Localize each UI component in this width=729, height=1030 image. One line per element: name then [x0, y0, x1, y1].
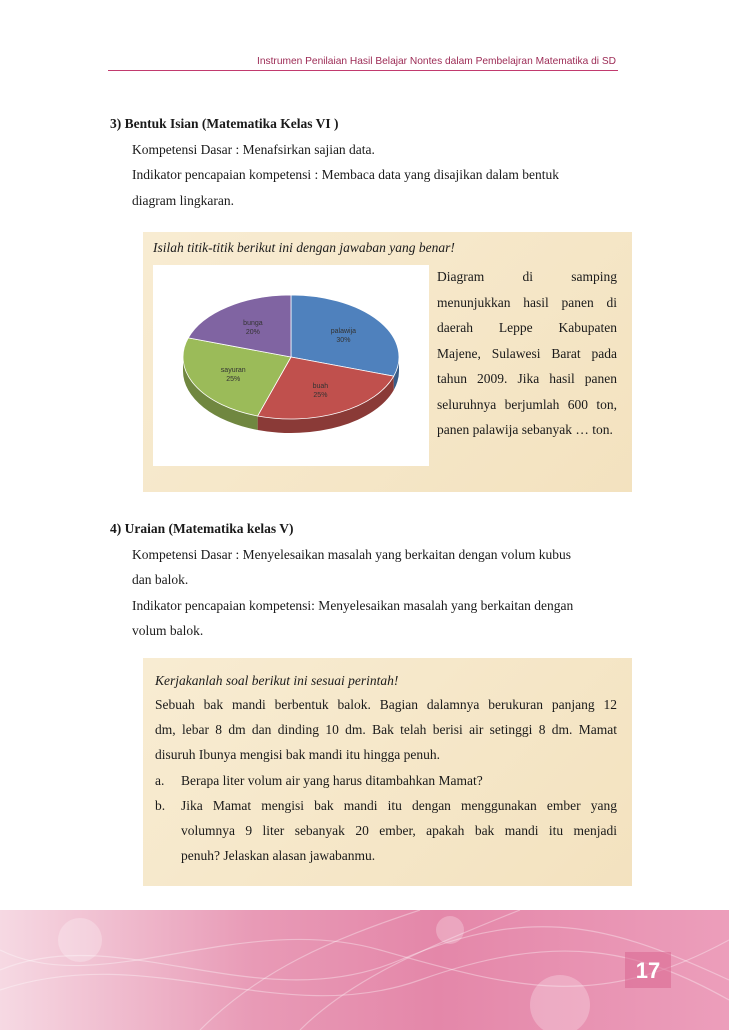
section-3-competency: Kompetensi Dasar : Menafsirkan sajian data. — [132, 142, 375, 157]
pie-value-bunga: 20% — [245, 328, 260, 336]
pie-chart-frame — [153, 265, 429, 466]
section-4-indicator-line-1: Indikator pencapaian kompetensi: Menyelesaikan masalah yang berkaitan dengan — [132, 598, 574, 613]
item-a-marker: a. — [155, 773, 165, 788]
item-b-text-line-2: volumnya 9 liter sebanyak 20 ember, apakah bak mandi itu menjadi — [181, 823, 617, 838]
pie-label-bunga: bunga — [243, 319, 263, 327]
pie-value-buah: 25% — [313, 392, 328, 400]
problem-line-1: Sebuah bak mandi berbentuk balok. Bagian dalamnya berukuran panjang 12 — [155, 697, 617, 712]
section-4-instruction: Kerjakanlah soal berikut ini sesuai perintah! — [155, 673, 399, 688]
pie-value-sayuran: 25% — [226, 375, 241, 383]
item-b-text-line-3: penuh? Jelaskan alasan jawabanmu. — [181, 848, 376, 863]
pie-chart — [153, 265, 429, 466]
item-b-text-line-1: Jika Mamat mengisi bak mandi itu dengan menggunakan ember yang — [181, 798, 617, 813]
item-b-marker: b. — [155, 798, 166, 813]
section-3-question: Diagram di samping menunjukkan hasil panen di daerah Leppe Kabupaten Majene, Sulawesi Barat pada tahun 2009. Jika hasil panen seluruhnya berjumlah 600 ton, panen palawija sebanyak … ton. — [437, 269, 617, 437]
section-3-instruction: Isilah titik-titik berikut ini dengan jawaban yang benar! — [153, 240, 455, 255]
problem-line-3: disuruh Ibunya mengisi bak mandi itu hingga penuh. — [155, 747, 440, 762]
section-4-competency-line-1: Kompetensi Dasar : Menyelesaikan masalah yang berkaitan dengan volum kubus — [132, 547, 572, 562]
problem-line-2: dm, lebar 8 dm dan dinding 10 dm. Bak telah berisi air setinggi 8 dm. Mamat — [155, 722, 617, 737]
section-4-title: 4) Uraian (Matematika kelas V) — [110, 521, 294, 536]
section-4-competency-line-2: dan balok. — [132, 572, 189, 587]
section-3-indicator-line-1: Indikator pencapaian kompetensi : Membaca data yang disajikan dalam bentuk — [132, 167, 559, 182]
item-a-text: Berapa liter volum air yang harus ditambahkan Mamat? — [181, 773, 483, 788]
section-3-title: 3) Bentuk Isian (Matematika Kelas VI ) — [110, 116, 339, 131]
page-number: 17 — [635, 958, 661, 983]
pie-value-palawija: 30% — [336, 337, 351, 345]
header-divider — [108, 70, 618, 71]
pie-label-buah: buah — [312, 383, 329, 391]
section-4-indicator-line-2: volum balok. — [132, 623, 204, 638]
footer-decoration — [0, 910, 729, 1030]
pie-label-sayuran: sayuran — [220, 366, 246, 374]
pie-label-palawija: palawija — [330, 328, 357, 336]
section-3-indicator-line-2: diagram lingkaran. — [132, 193, 234, 208]
running-header: Instrumen Penilaian Hasil Belajar Nontes dalam Pembelajran Matematika di SD — [257, 56, 616, 67]
footer-band — [0, 910, 729, 1030]
